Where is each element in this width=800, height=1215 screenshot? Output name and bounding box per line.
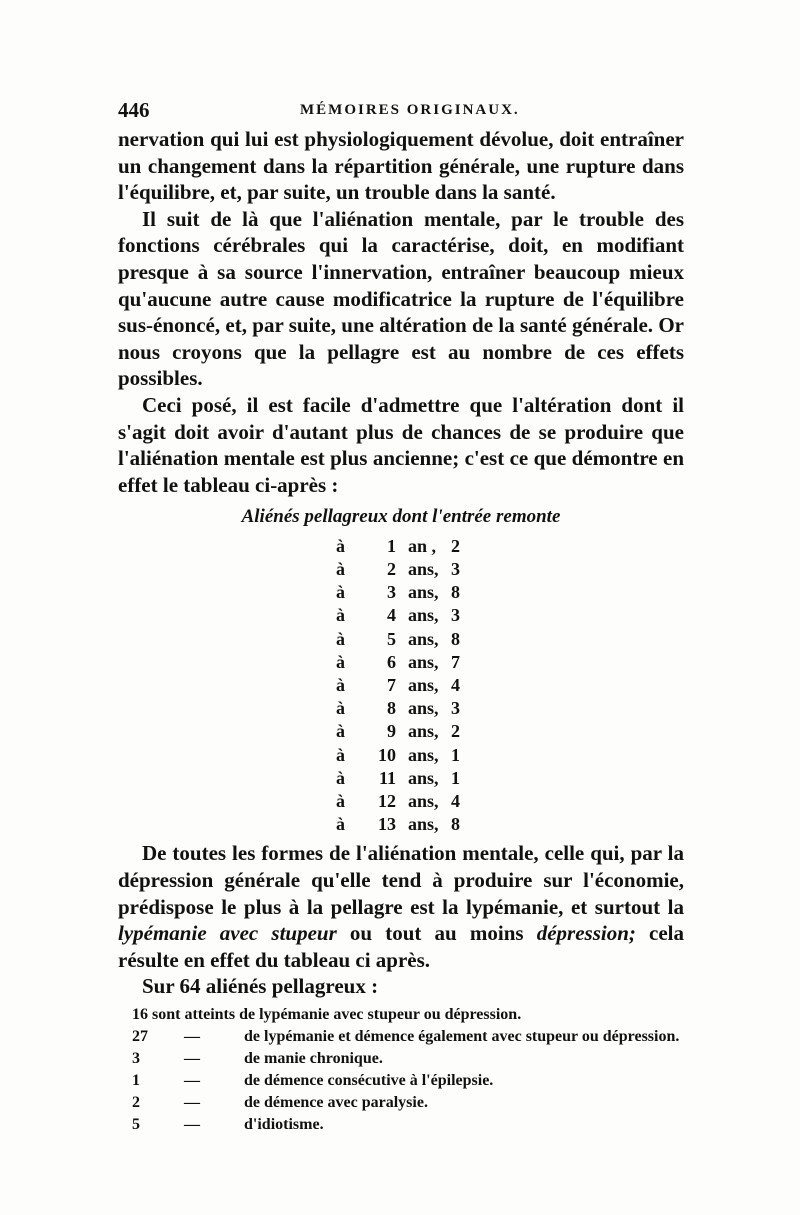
- paragraph-5: Sur 64 aliénés pellagreux :: [142, 974, 379, 999]
- table-caption: Aliénés pellagreux dont l'entrée remonte: [241, 506, 561, 528]
- page-header: [118, 98, 684, 128]
- table-cell-unit: ans,: [408, 721, 439, 742]
- entry-duration-table: [336, 533, 496, 834]
- table-cell-preposition: à: [336, 790, 345, 811]
- diagnosis-list: [132, 1006, 692, 1138]
- paragraph-1: nervation qui lui est physiologiquement dévolue, doit entraîner un changement dans la répartition générale, une rupture dans l'équilibre, et, par suite, un trouble dans la santé.: [118, 127, 684, 205]
- table-cell-count: 1: [451, 744, 460, 765]
- table-cell-unit: ans,: [408, 628, 439, 649]
- table-cell-preposition: à: [336, 744, 345, 765]
- paragraph-4-part-2: ou tout au moins: [336, 921, 537, 946]
- table-cell-years: 2: [387, 559, 396, 580]
- list-count: 3: [132, 1050, 140, 1067]
- list-item: [132, 1116, 692, 1138]
- table-cell-years: 11: [378, 767, 396, 788]
- table-cell-years: 6: [387, 651, 396, 672]
- table-cell-years: 3: [387, 582, 396, 603]
- list-text: d'idiotisme.: [244, 1116, 324, 1133]
- table-cell-preposition: à: [336, 651, 345, 672]
- running-head: MÉMOIRES ORIGINAUX.: [300, 102, 520, 118]
- paragraph-4-emphasis-1: lypémanie avec stupeur: [118, 921, 337, 946]
- table-cell-preposition: à: [336, 767, 345, 788]
- table-row: [336, 695, 496, 718]
- table-cell-years: 4: [387, 605, 396, 626]
- table-cell-preposition: à: [336, 605, 345, 626]
- page-number: 446: [118, 98, 150, 122]
- table-cell-years: 9: [387, 721, 396, 742]
- table-cell-count: 4: [451, 675, 460, 696]
- table-row: [336, 765, 496, 788]
- table-cell-count: 3: [451, 559, 460, 580]
- list-first-line: 16 sont atteints de lypémanie avec stupeur ou dépression.: [132, 1006, 522, 1023]
- list-text: de lypémanie et démence également avec stupeur ou dépression.: [244, 1028, 680, 1045]
- table-row: [336, 742, 496, 765]
- table-cell-years: 1: [387, 535, 396, 556]
- table-row: [336, 602, 496, 625]
- table-cell-unit: ans,: [408, 767, 439, 788]
- list-item: [132, 1094, 692, 1116]
- table-cell-years: 12: [378, 790, 396, 811]
- list-dash: —: [184, 1094, 200, 1111]
- table-cell-count: 1: [451, 767, 460, 788]
- table-cell-years: 7: [387, 675, 396, 696]
- table-cell-preposition: à: [336, 535, 345, 556]
- table-cell-preposition: à: [336, 814, 345, 835]
- table-cell-unit: ans,: [408, 790, 439, 811]
- list-text: de démence consécutive à l'épilepsie.: [244, 1072, 494, 1089]
- table-cell-years: 13: [378, 814, 396, 835]
- table-cell-unit: ans,: [408, 605, 439, 626]
- table-cell-preposition: à: [336, 675, 345, 696]
- list-dash: —: [184, 1050, 200, 1067]
- list-dash: —: [184, 1028, 200, 1045]
- list-count: 2: [132, 1094, 140, 1111]
- table-cell-unit: ans,: [408, 744, 439, 765]
- table-cell-unit: ans,: [408, 675, 439, 696]
- list-text: de démence avec paralysie.: [244, 1094, 428, 1111]
- table-cell-unit: an ,: [408, 535, 437, 556]
- table-cell-preposition: à: [336, 698, 345, 719]
- paragraph-4-part-1: De toutes les formes de l'aliénation mentale, celle qui, par la dépression générale qu'elle tend à produire sur l'économie, prédispose le plus à la pellagre est la lypémanie, et surtout la: [118, 841, 684, 919]
- table-row: [336, 649, 496, 672]
- table-cell-count: 7: [451, 651, 460, 672]
- table-row: [336, 579, 496, 602]
- table-cell-years: 8: [387, 698, 396, 719]
- table-row: [336, 626, 496, 649]
- table-cell-count: 2: [451, 721, 460, 742]
- table-cell-unit: ans,: [408, 651, 439, 672]
- table-cell-count: 8: [451, 582, 460, 603]
- list-text: de manie chronique.: [244, 1050, 383, 1067]
- table-cell-count: 4: [451, 790, 460, 811]
- table-row: [336, 788, 496, 811]
- table-cell-preposition: à: [336, 559, 345, 580]
- table-cell-count: 3: [451, 698, 460, 719]
- table-row: [336, 672, 496, 695]
- list-dash: —: [184, 1116, 200, 1133]
- table-cell-preposition: à: [336, 721, 345, 742]
- list-dash: —: [184, 1072, 200, 1089]
- table-cell-preposition: à: [336, 628, 345, 649]
- table-cell-preposition: à: [336, 582, 345, 603]
- list-item: [132, 1050, 692, 1072]
- table-row: [336, 811, 496, 834]
- paragraph-4-emphasis-2: dépression;: [536, 921, 636, 946]
- paragraph-2: Il suit de là que l'aliénation mentale, par le trouble des fonctions cérébrales qui la caractérise, doit, en modifiant presque à sa source l'innervation, entraîner beaucoup mieux qu'aucune autre cause modificatrice la rupture de l'équilibre sus-énoncé, et, par suite, une altération de la santé générale. Or nous croyons que la pellagre est au nombre de ces effets possibles.: [118, 206, 684, 391]
- paragraph-4-part-3: cela résulte en effet du tableau ci après.: [118, 921, 684, 972]
- list-count: 1: [132, 1072, 140, 1089]
- table-cell-count: 8: [451, 814, 460, 835]
- table-cell-unit: ans,: [408, 814, 439, 835]
- table-cell-unit: ans,: [408, 582, 439, 603]
- table-row: [336, 718, 496, 741]
- table-cell-count: 2: [451, 535, 460, 556]
- table-row: [336, 556, 496, 579]
- table-cell-count: 8: [451, 628, 460, 649]
- table-row: [336, 533, 496, 556]
- table-cell-years: 5: [387, 628, 396, 649]
- table-cell-years: 10: [378, 744, 396, 765]
- list-item: [132, 1028, 692, 1050]
- table-cell-count: 3: [451, 605, 460, 626]
- paragraph-3: Ceci posé, il est facile d'admettre que l'altération dont il s'agit doit avoir d'autant plus de chances de se produire que l'aliénation mentale est plus ancienne; c'est ce que démontre en effet le tableau ci-après :: [118, 392, 684, 497]
- table-cell-unit: ans,: [408, 559, 439, 580]
- list-count: 27: [132, 1028, 148, 1045]
- table-cell-unit: ans,: [408, 698, 439, 719]
- list-count: 5: [132, 1116, 140, 1133]
- paragraph-4: [118, 840, 684, 973]
- list-item: [132, 1006, 692, 1028]
- body-text: [118, 126, 684, 1000]
- list-item: [132, 1072, 692, 1094]
